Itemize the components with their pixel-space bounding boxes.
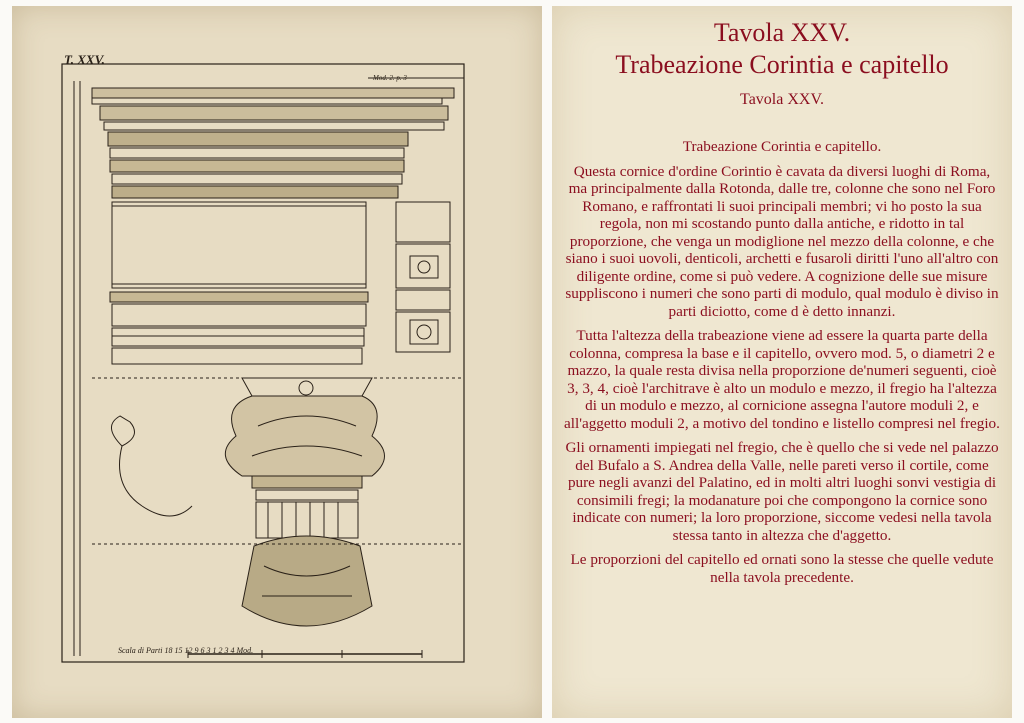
paragraph: Gli ornamenti impiegati nel fregio, che è quello che si vede nel palazzo del Bufalo a S. Andrea della Valle, nelle pareti verso il cortile, come pure negli avanzi del Palatino, ed in molti altri luoghi sonvi vestigia di consimili fregi; la modanature poi che compongono la cornice sono indicate con numeri; la loro proporzione, siccome vedesi nella tavola stessa tanto in altezza che d'aggetto.	[565, 439, 999, 544]
body-text	[564, 138, 1000, 593]
scale-label: Scala di Parti 18 15 12 9 6 3 1 2 3 4 Mod.	[118, 646, 254, 655]
module-label: Mod. 2. p. 3	[373, 74, 407, 82]
paragraph: Trabeazione Corintia e capitello.	[682, 138, 882, 155]
corinthian-entablature-drawing	[12, 6, 542, 718]
paragraph: Tutta l'altezza della trabeazione viene ad essere la quarta parte della colonna, compresa la base e il capitello, ovvero mod. 5, o diametri 2 e mazzo, la quale resta divisa nella proporzione de'numeri seguenti, cioè 3, 3, 4, cioè l'architrave è alto un modulo e mezzo, il fregio ha l'altezza di un modulo e mezzo, al cornicione assegna l'autore moduli 2, e all'aggetto moduli 2, a motivo del tondino e listello compresi nel fregio.	[564, 327, 1000, 432]
title-line-1: Tavola XXV.	[713, 18, 851, 47]
plate-label: T. XXV.	[64, 52, 105, 67]
title-line-2: Trabeazione Corintia e capitello	[615, 50, 949, 79]
left-page-engraving	[12, 6, 542, 718]
right-page-text	[552, 6, 1012, 718]
subtitle: Tavola XXV.	[740, 91, 824, 108]
paragraph: Questa cornice d'ordine Corintio è cavata da diversi luoghi di Roma, ma principalmente dalla Rotonda, dalle tre, colonne che sono nel Foro Romano, e raffrontati li suoi principali membri; vi ho posto la sua regola, non mi scostando punto dalla antiche, e ridotto in tal proporzione, che venga un modiglione nel mezzo della colonne, e che siano i suoi uovoli, denticoli, archetti e fusaroli diritti l'uno all'altro con diligente ordine, come si può vedere. A cognizione delle sue misure suppliscono i numeri che sono parti di modulo, qual modulo è diviso in parti diciotto, come d è detto innanzi.	[565, 162, 999, 320]
paragraph: Le proporzioni del capitello ed ornati sono la stesse che quelle vedute nella tavola precedente.	[570, 551, 994, 586]
